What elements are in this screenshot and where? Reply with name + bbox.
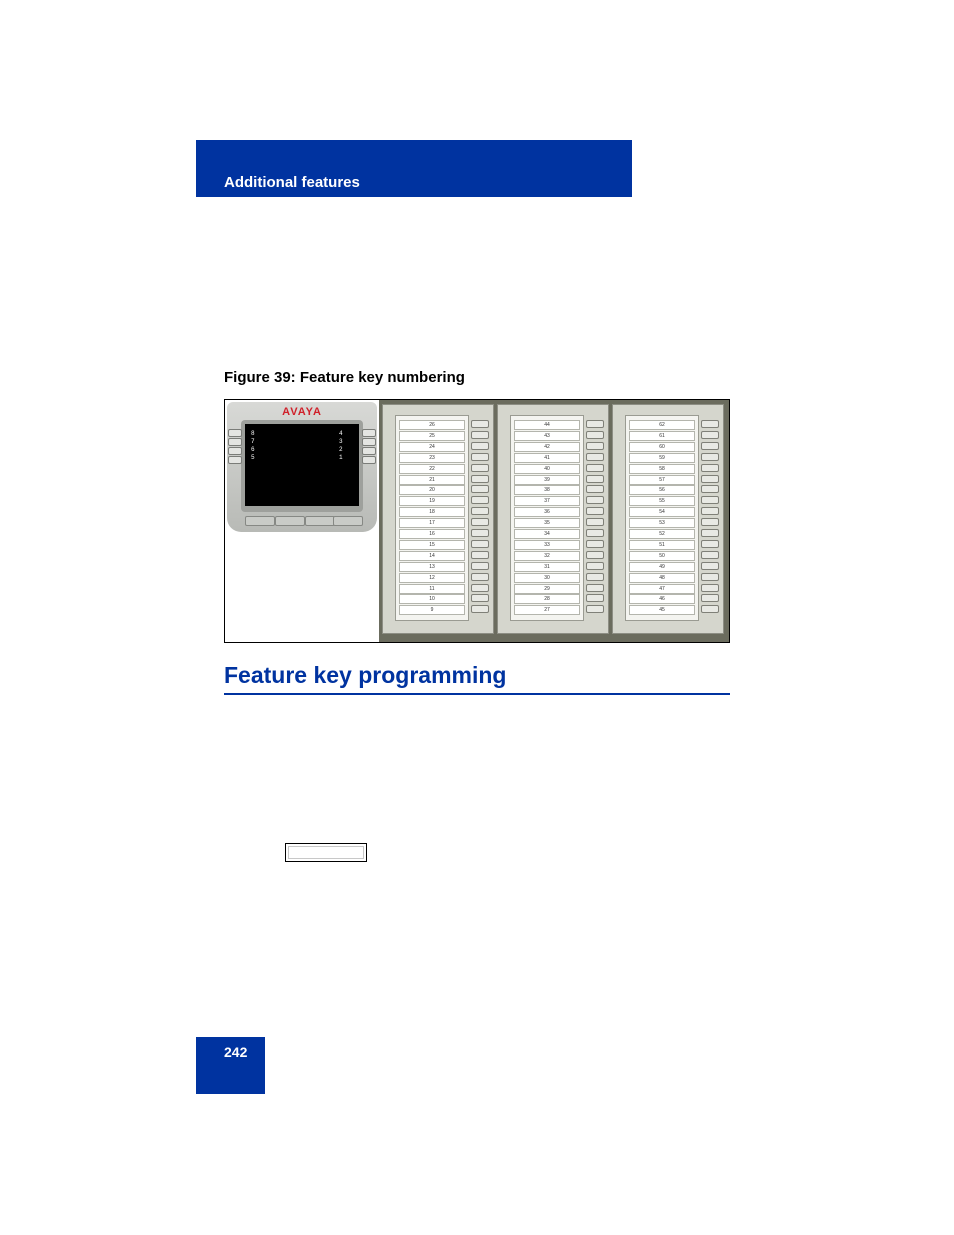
module-key [586,518,604,526]
key-number-label: 56 [629,485,695,495]
line-key-label: 4 [339,430,343,437]
module-key [701,507,719,515]
module-key [586,584,604,592]
module-key [471,453,489,461]
phone-illustration [227,402,377,532]
module-key [701,442,719,450]
key-number-label: 15 [399,540,465,550]
module-key [701,573,719,581]
key-number-label: 33 [514,540,580,550]
key-number-label: 26 [399,420,465,430]
side-key [228,429,242,437]
key-number-label: 41 [514,453,580,463]
key-number-label: 62 [629,420,695,430]
line-key-label: 1 [339,454,343,461]
side-key [362,456,376,464]
section-title: Feature key programming [224,662,507,688]
chapter-header-bar [196,140,632,197]
key-number-label: 30 [514,573,580,583]
module-key [471,507,489,515]
module-key [701,464,719,472]
module-key [586,573,604,581]
module-key [471,529,489,537]
key-number-label: 10 [399,594,465,604]
key-number-label: 22 [399,464,465,474]
key-number-label: 45 [629,605,695,615]
line-key-label: 2 [339,446,343,453]
side-key [228,456,242,464]
side-key [228,447,242,455]
key-number-label: 20 [399,485,465,495]
key-number-label: 52 [629,529,695,539]
module-key [701,605,719,613]
soft-key [245,516,275,526]
key-number-label: 31 [514,562,580,572]
module-key [471,584,489,592]
module-key [586,529,604,537]
key-number-label: 47 [629,584,695,594]
module-label-strip [510,415,584,621]
module-key [471,605,489,613]
module-key [586,420,604,428]
module-label-strip [395,415,469,621]
key-number-label: 28 [514,594,580,604]
key-number-label: 46 [629,594,695,604]
soft-key [333,516,363,526]
key-number-label: 44 [514,420,580,430]
module-key [701,485,719,493]
key-number-label: 19 [399,496,465,506]
brand-logo: AVAYA [282,406,322,418]
module-key [471,551,489,559]
key-number-label: 42 [514,442,580,452]
key-number-label: 21 [399,475,465,485]
key-number-label: 40 [514,464,580,474]
module-key [471,431,489,439]
module-key [471,540,489,548]
key-number-label: 61 [629,431,695,441]
key-number-label: 57 [629,475,695,485]
module-key [701,496,719,504]
key-number-label: 49 [629,562,695,572]
module-key [471,442,489,450]
module-label-strip [625,415,699,621]
chapter-title: Additional features [224,174,360,191]
feature-key-figure [224,399,730,643]
module-key [586,475,604,483]
expansion-module [382,404,494,634]
module-key [701,518,719,526]
module-key [471,475,489,483]
key-number-label: 58 [629,464,695,474]
key-number-label: 13 [399,562,465,572]
key-number-label: 27 [514,605,580,615]
key-number-label: 53 [629,518,695,528]
side-key [228,438,242,446]
key-number-label: 48 [629,573,695,583]
module-key [701,529,719,537]
key-number-label: 50 [629,551,695,561]
key-number-label: 59 [629,453,695,463]
key-number-label: 32 [514,551,580,561]
line-key-label: 7 [251,438,255,445]
key-number-label: 36 [514,507,580,517]
key-number-label: 55 [629,496,695,506]
module-key [586,453,604,461]
expansion-module [612,404,724,634]
key-number-label: 34 [514,529,580,539]
line-key-label: 8 [251,430,255,437]
module-key [586,485,604,493]
soft-key [305,516,335,526]
module-key [586,540,604,548]
key-number-label: 37 [514,496,580,506]
module-key [586,496,604,504]
module-key [471,594,489,602]
side-key [362,438,376,446]
key-number-label: 35 [514,518,580,528]
module-key [701,453,719,461]
key-number-label: 39 [514,475,580,485]
side-key [362,447,376,455]
key-label-box [285,843,367,862]
module-key [701,594,719,602]
module-key [586,507,604,515]
module-key [701,540,719,548]
module-key [586,442,604,450]
module-key [701,562,719,570]
module-key [471,485,489,493]
line-key-label: 3 [339,438,343,445]
module-key [586,431,604,439]
key-number-label: 38 [514,485,580,495]
key-number-label: 51 [629,540,695,550]
module-key [586,605,604,613]
page-number: 242 [224,1044,248,1060]
figure-caption: Figure 39: Feature key numbering [224,369,465,386]
line-key-label: 5 [251,454,255,461]
module-key [701,551,719,559]
module-key [701,475,719,483]
key-number-label: 9 [399,605,465,615]
module-key [471,464,489,472]
module-key [471,573,489,581]
key-number-label: 16 [399,529,465,539]
key-number-label: 24 [399,442,465,452]
side-key [362,429,376,437]
module-key [471,562,489,570]
key-number-label: 17 [399,518,465,528]
key-number-label: 29 [514,584,580,594]
module-key [701,431,719,439]
module-key [586,551,604,559]
module-key [471,518,489,526]
key-number-label: 11 [399,584,465,594]
key-number-label: 14 [399,551,465,561]
page-number-box [196,1037,265,1094]
key-number-label: 43 [514,431,580,441]
key-number-label: 18 [399,507,465,517]
key-number-label: 23 [399,453,465,463]
module-key [701,584,719,592]
soft-key [275,516,305,526]
module-key [586,464,604,472]
key-number-label: 25 [399,431,465,441]
key-number-label: 12 [399,573,465,583]
module-key [586,594,604,602]
module-key [586,562,604,570]
expansion-module [497,404,609,634]
module-key [471,420,489,428]
key-number-label: 60 [629,442,695,452]
section-divider [224,693,730,695]
module-key [471,496,489,504]
line-key-label: 6 [251,446,255,453]
key-number-label: 54 [629,507,695,517]
module-key [701,420,719,428]
